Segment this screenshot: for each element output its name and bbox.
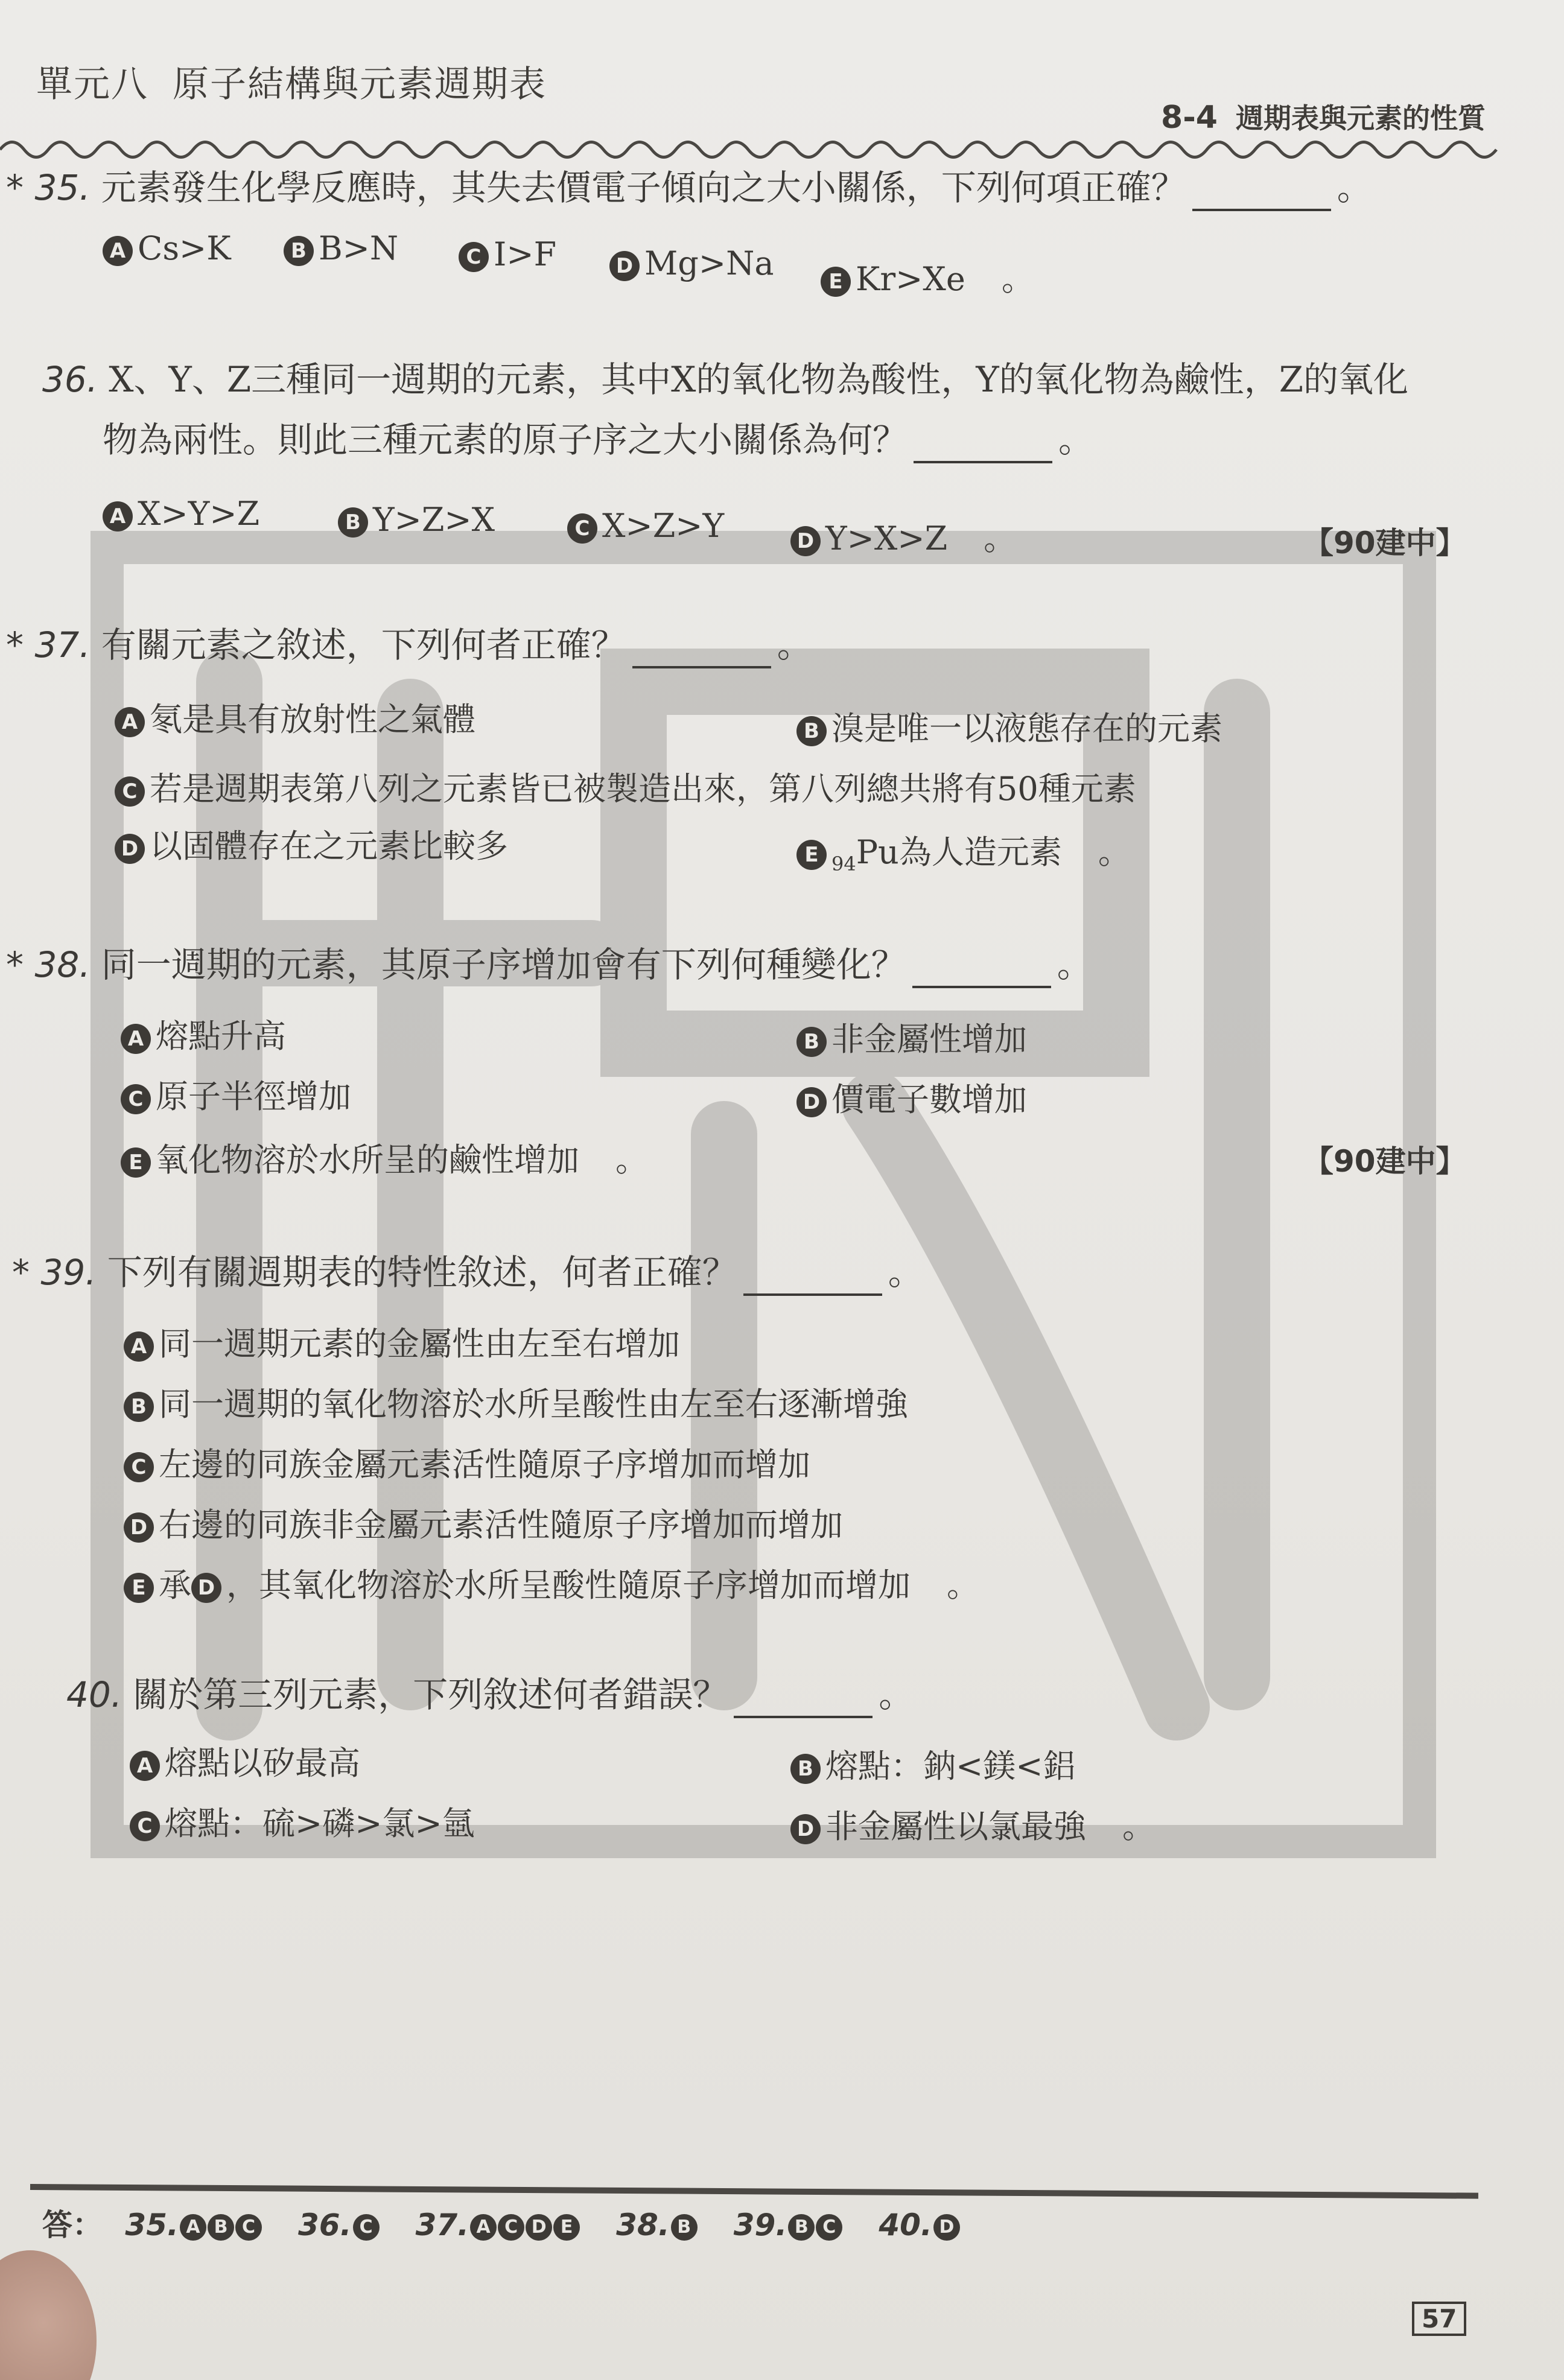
option-text: 氡是具有放射性之氣體 xyxy=(150,700,475,738)
option-38-e xyxy=(121,1134,648,1181)
question-end: 。 xyxy=(1337,167,1372,208)
option-39-d xyxy=(124,1499,843,1546)
star-mark: * xyxy=(6,944,24,985)
question-36-line2 xyxy=(103,416,1093,463)
option-40-d xyxy=(790,1801,1155,1847)
answer-letter-badge: E xyxy=(553,2214,580,2241)
question-37 xyxy=(6,621,812,668)
option-text: 氧化物溶於水所呈的鹼性增加 xyxy=(156,1141,579,1179)
question-number: 40. xyxy=(66,1674,122,1715)
options-end: 。 xyxy=(947,1566,979,1604)
option-text: Pu為人造元素 xyxy=(856,833,1062,871)
option-badge: C xyxy=(121,1084,151,1114)
question-number: 37. xyxy=(34,624,91,665)
option-text: 溴是唯一以液態存在的元素 xyxy=(831,709,1222,747)
option-reference-badge: D xyxy=(191,1573,221,1603)
option-badge: C xyxy=(124,1452,154,1482)
atomic-number: 94 xyxy=(831,852,856,875)
option-37-a xyxy=(115,694,475,740)
question-end: 。 xyxy=(1058,419,1094,460)
answer-item xyxy=(616,2207,698,2242)
answer-number: 39. xyxy=(733,2207,787,2242)
star-mark: * xyxy=(6,624,24,665)
option-badge: D xyxy=(790,526,821,556)
option-badge: D xyxy=(115,834,145,864)
answer-blank[interactable] xyxy=(914,431,1052,463)
page-number: 57 xyxy=(1412,2302,1466,2336)
question-text: 元素發生化學反應時，其失去價電子傾向之大小關係，下列何項正確？ xyxy=(101,167,1186,208)
answer-item xyxy=(125,2207,262,2242)
option-text: Mg>Na xyxy=(644,244,774,282)
option-text: 以固體存在之元素比較多 xyxy=(150,827,508,865)
unit-header xyxy=(36,56,547,107)
option-badge: B xyxy=(790,1754,821,1784)
option-text: 非金屬性增加 xyxy=(831,1020,1027,1058)
answer-items xyxy=(125,2207,996,2242)
option-badge: C xyxy=(115,776,145,807)
option-40-c xyxy=(130,1798,475,1844)
answer-number: 38. xyxy=(616,2207,670,2242)
answer-letter-badge: D xyxy=(526,2214,552,2241)
option-36-b xyxy=(338,501,495,539)
question-end: 。 xyxy=(777,624,812,665)
option-text: Kr>Xe xyxy=(856,260,965,298)
option-text: 右邊的同族非金屬元素活性隨原子序增加而增加 xyxy=(159,1506,843,1544)
answer-number: 35. xyxy=(125,2207,179,2242)
option-badge: B xyxy=(124,1392,154,1422)
answer-letter-badge: C xyxy=(498,2214,524,2241)
question-end: 。 xyxy=(888,1252,923,1293)
options-35 xyxy=(103,229,231,267)
question-number: 35. xyxy=(34,167,91,208)
answer-letter-badge: C xyxy=(353,2214,380,2241)
option-text: 熔點升高 xyxy=(156,1017,286,1055)
option-35-e xyxy=(821,253,1034,300)
option-text: 原子半徑增加 xyxy=(156,1077,351,1115)
option-badge: D xyxy=(796,1087,827,1117)
answer-blank[interactable] xyxy=(743,1263,882,1296)
option-badge: E xyxy=(796,840,827,870)
option-text: 左邊的同族金屬元素活性隨原子序增加而增加 xyxy=(159,1445,810,1484)
question-end: 。 xyxy=(879,1674,914,1715)
options-end: 。 xyxy=(1098,833,1131,871)
option-35-c xyxy=(459,235,556,273)
option-badge: E xyxy=(121,1147,151,1178)
answer-letter-badge: B xyxy=(788,2214,815,2241)
answer-letter-badge: B xyxy=(208,2214,234,2241)
option-36-d xyxy=(790,513,1016,559)
answer-blank[interactable] xyxy=(1192,179,1331,211)
answer-number: 36. xyxy=(298,2207,352,2242)
option-badge: C xyxy=(130,1811,160,1841)
unit-title: 原子結構與元素週期表 xyxy=(173,63,547,106)
options-end: 。 xyxy=(615,1141,648,1179)
option-badge: B xyxy=(338,507,368,538)
question-text: 關於第三列元素，下列敘述何者錯誤？ xyxy=(133,1674,728,1715)
unit-label: 單元八 xyxy=(36,63,148,106)
option-38-c xyxy=(121,1071,351,1117)
option-badge: A xyxy=(124,1331,154,1362)
option-text: 熔點以矽最高 xyxy=(165,1744,360,1782)
option-38-a xyxy=(121,1011,286,1057)
option-text: 同一週期元素的金屬性由左至右增加 xyxy=(159,1325,680,1363)
question-35 xyxy=(6,164,1372,211)
option-text: 熔點：硫>磷>氯>氬 xyxy=(165,1804,475,1842)
section-header xyxy=(1161,97,1486,136)
option-text: X>Z>Y xyxy=(602,507,725,545)
question-39 xyxy=(12,1249,923,1296)
options-end: 。 xyxy=(1001,260,1034,298)
answer-item xyxy=(734,2207,843,2242)
option-text: 同一週期的氧化物溶於水所呈酸性由左至右逐漸增強 xyxy=(159,1385,908,1423)
option-40-a xyxy=(130,1737,360,1784)
option-badge: A xyxy=(130,1751,160,1781)
option-badge: A xyxy=(121,1024,151,1054)
answer-letter-badge: C xyxy=(235,2214,262,2241)
section-title: 週期表與元素的性質 xyxy=(1236,102,1486,135)
answer-letter-badge: A xyxy=(180,2214,206,2241)
option-badge: C xyxy=(459,242,489,272)
option-badge: B xyxy=(284,236,314,266)
finger-photo xyxy=(0,2250,97,2380)
options-end: 。 xyxy=(984,519,1017,557)
option-36-a xyxy=(103,495,259,533)
option-text: 非金屬性以氯最強 xyxy=(825,1807,1086,1845)
question-text-line2: 物為兩性。則此三種元素的原子序之大小關係為何？ xyxy=(103,419,908,460)
option-37-b xyxy=(796,703,1222,749)
answer-letter-badge: B xyxy=(671,2214,698,2241)
star-mark: * xyxy=(6,167,24,208)
option-badge: A xyxy=(103,236,133,266)
answer-label: 答： xyxy=(42,2207,103,2242)
star-mark: * xyxy=(12,1252,30,1293)
option-badge: A xyxy=(115,707,145,737)
option-text: 價電子數增加 xyxy=(831,1081,1027,1119)
source-tag: 【90建中】 xyxy=(1303,525,1466,560)
question-38 xyxy=(6,941,1092,988)
question-number: 36. xyxy=(42,359,98,400)
question-text: 同一週期的元素，其原子序增加會有下列何種變化？ xyxy=(101,944,906,985)
question-36 xyxy=(42,356,1408,403)
answer-blank[interactable] xyxy=(912,956,1051,988)
option-badge: D xyxy=(609,251,640,281)
option-badge: B xyxy=(796,1027,827,1057)
option-badge: E xyxy=(124,1573,154,1603)
question-text: 下列有關週期表的特性敘述，何者正確？ xyxy=(107,1252,737,1293)
answer-number: 40. xyxy=(879,2207,932,2242)
answer-key xyxy=(42,2201,996,2244)
answer-blank[interactable] xyxy=(632,636,771,668)
option-40-b xyxy=(790,1741,1076,1787)
option-39-c xyxy=(124,1439,810,1485)
answer-letter-badge: A xyxy=(470,2214,497,2241)
option-badge: B xyxy=(796,716,827,746)
option-text: Y>X>Z xyxy=(825,519,948,557)
option-38-d xyxy=(796,1074,1027,1120)
option-badge: D xyxy=(790,1814,821,1844)
question-text-line1: X、Y、Z三種同一週期的元素，其中X的氧化物為酸性，Y的氧化物為鹼性，Z的氧化 xyxy=(109,359,1409,400)
question-number: 39. xyxy=(40,1252,97,1293)
question-number: 38. xyxy=(34,944,91,985)
option-38-b xyxy=(796,1014,1027,1060)
question-40 xyxy=(66,1671,914,1718)
option-39-a xyxy=(124,1318,680,1365)
answer-item xyxy=(879,2207,960,2242)
option-text: Y>Z>X xyxy=(373,501,495,539)
answer-divider xyxy=(30,2184,1478,2199)
option-text: 熔點：鈉<鎂<鋁 xyxy=(825,1747,1076,1785)
answer-item xyxy=(298,2207,380,2242)
section-code: 8-4 xyxy=(1161,100,1218,136)
option-prefix: 承 xyxy=(159,1566,191,1604)
answer-letter-badge: D xyxy=(933,2214,960,2241)
option-37-e xyxy=(796,827,1131,875)
option-37-d xyxy=(115,820,508,867)
option-badge: A xyxy=(103,501,133,532)
option-text: X>Y>Z xyxy=(138,495,260,533)
option-37-c xyxy=(115,763,1136,810)
source-tag: 【90建中】 xyxy=(1303,1144,1466,1179)
option-text: B>N xyxy=(319,229,399,267)
option-39-e xyxy=(124,1560,979,1606)
option-39-b xyxy=(124,1379,908,1425)
question-end: 。 xyxy=(1057,944,1092,985)
option-text: ，其氧化物溶於水所呈酸性隨原子序增加而增加 xyxy=(226,1566,911,1604)
options-end: 。 xyxy=(1122,1807,1155,1845)
option-36-c xyxy=(567,507,724,545)
answer-item xyxy=(416,2207,580,2242)
option-35-b xyxy=(284,229,398,267)
option-text: Cs>K xyxy=(138,229,231,267)
option-badge: E xyxy=(821,267,851,297)
decorative-border xyxy=(0,132,1545,162)
answer-letter-badge: C xyxy=(816,2214,842,2241)
option-badge: D xyxy=(124,1512,154,1543)
option-badge: C xyxy=(567,513,597,544)
answer-number: 37. xyxy=(415,2207,469,2242)
answer-blank[interactable] xyxy=(734,1686,873,1718)
option-35-d xyxy=(609,244,774,282)
option-text: 若是週期表第八列之元素皆已被製造出來，第八列總共將有50種元素 xyxy=(150,770,1136,808)
question-text: 有關元素之敘述，下列何者正確？ xyxy=(101,624,626,665)
option-text: I>F xyxy=(494,235,557,273)
